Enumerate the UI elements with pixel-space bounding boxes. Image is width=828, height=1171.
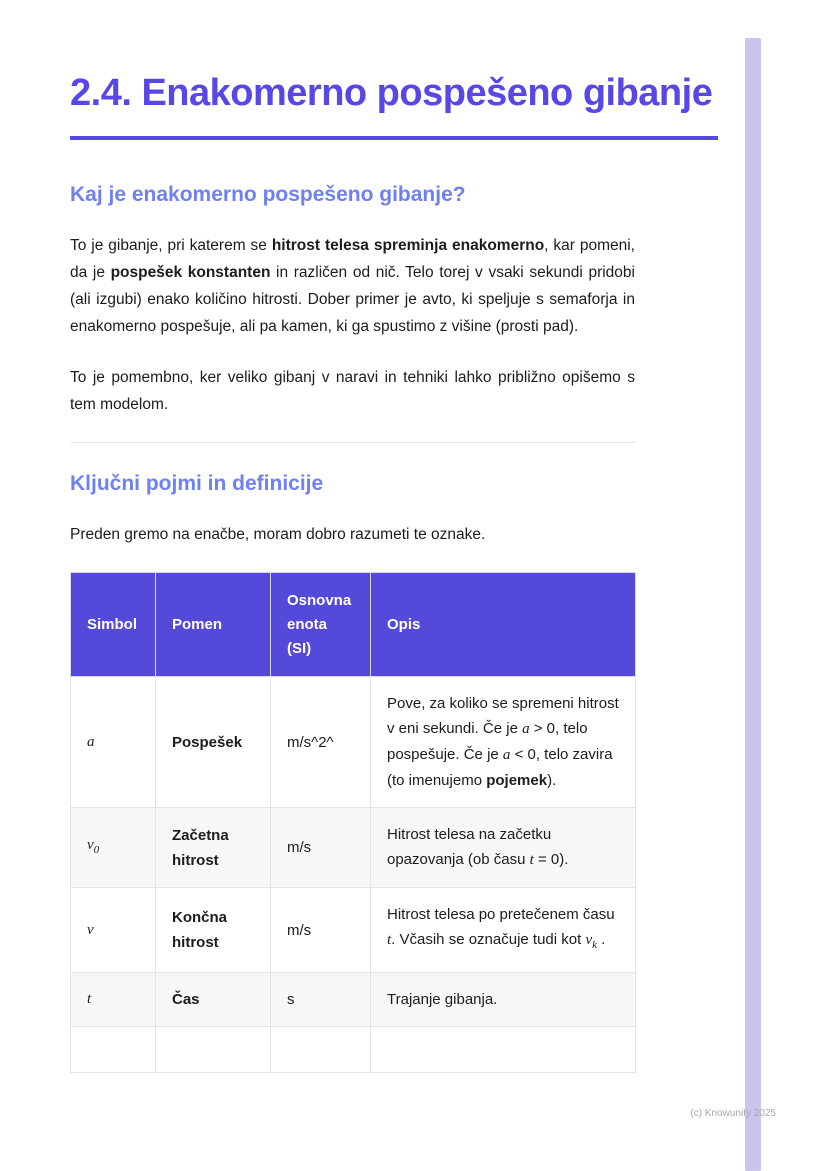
cell-opis: Trajanje gibanja. (371, 973, 636, 1027)
column-header: Pomen (156, 573, 271, 677)
column-header: Osnovna enota (SI) (271, 573, 371, 677)
cell-opis: Pove, za koliko se spremeni hitrost v eni sekundi. Če je a > 0, telo pospešuje. Če je a < 0, telo zavira (to imenujemo pojemek). (371, 677, 636, 808)
table-row (71, 888, 636, 973)
title-divider (70, 136, 718, 140)
definitions-table (70, 572, 636, 1073)
cell-symbol: $v_0$ (71, 808, 156, 888)
cell-enota: m/s (271, 808, 371, 888)
table-row (71, 1027, 636, 1073)
page-scroll-strip[interactable] (745, 38, 761, 1171)
table-row (71, 973, 636, 1027)
cell-symbol: a (71, 677, 156, 808)
document-content (70, 0, 718, 1073)
cell-symbol: t (71, 973, 156, 1027)
paragraph-definition: To je gibanje, pri katerem se hitrost telesa spreminja enakomerno, kar pomeni, da je pospešek konstanten in različen od nič. Telo torej v vsaki sekundi pridobi (ali izgubi) enako količino hitrosti. Dober primer je avto, ki speljuje s semaforja in enakomerno pospešuje, ali pa kamen, ki ga spustimo z višine (prosti pad). (70, 237, 635, 335)
section-heading-what-is: Kaj je enakomerno pospešeno gibanje? (70, 183, 466, 206)
cell-pomen: Začetna hitrost (156, 808, 271, 888)
paragraph-importance: To je pomembno, ker veliko gibanj v naravi in tehniki lahko približno opišemo s tem modelom. (70, 369, 635, 413)
cell-symbol: v (71, 888, 156, 973)
table-header-row (71, 573, 636, 677)
cell-enota: s (271, 973, 371, 1027)
cell-enota (271, 1027, 371, 1073)
cell-pomen: Pospešek (156, 677, 271, 808)
cell-pomen: Čas (156, 973, 271, 1027)
copyright-footer: (c) Knowunity 2025 (690, 1108, 776, 1119)
cell-pomen: Končna hitrost (156, 888, 271, 973)
table-row (71, 677, 636, 808)
cell-opis: Hitrost telesa na začetku opazovanja (ob času t = 0). (371, 808, 636, 888)
paragraph-intro-table: Preden gremo na enačbe, moram dobro razumeti te oznake. (70, 526, 486, 543)
column-header: Simbol (71, 573, 156, 677)
cell-opis (371, 1027, 636, 1073)
cell-opis: Hitrost telesa po pretečenem času t. Včasih se označuje tudi kot $v_k$ . (371, 888, 636, 973)
table-body (71, 677, 636, 1073)
table-row (71, 808, 636, 888)
section-heading-key-terms: Ključni pojmi in definicije (70, 472, 324, 495)
cell-enota: m/s (271, 888, 371, 973)
cell-enota: m/s^2^ (271, 677, 371, 808)
section-divider (70, 442, 635, 443)
cell-pomen (156, 1027, 271, 1073)
cell-symbol (71, 1027, 156, 1073)
page-title: 2.4. Enakomerno pospešeno gibanje (70, 72, 713, 114)
column-header: Opis (371, 573, 636, 677)
